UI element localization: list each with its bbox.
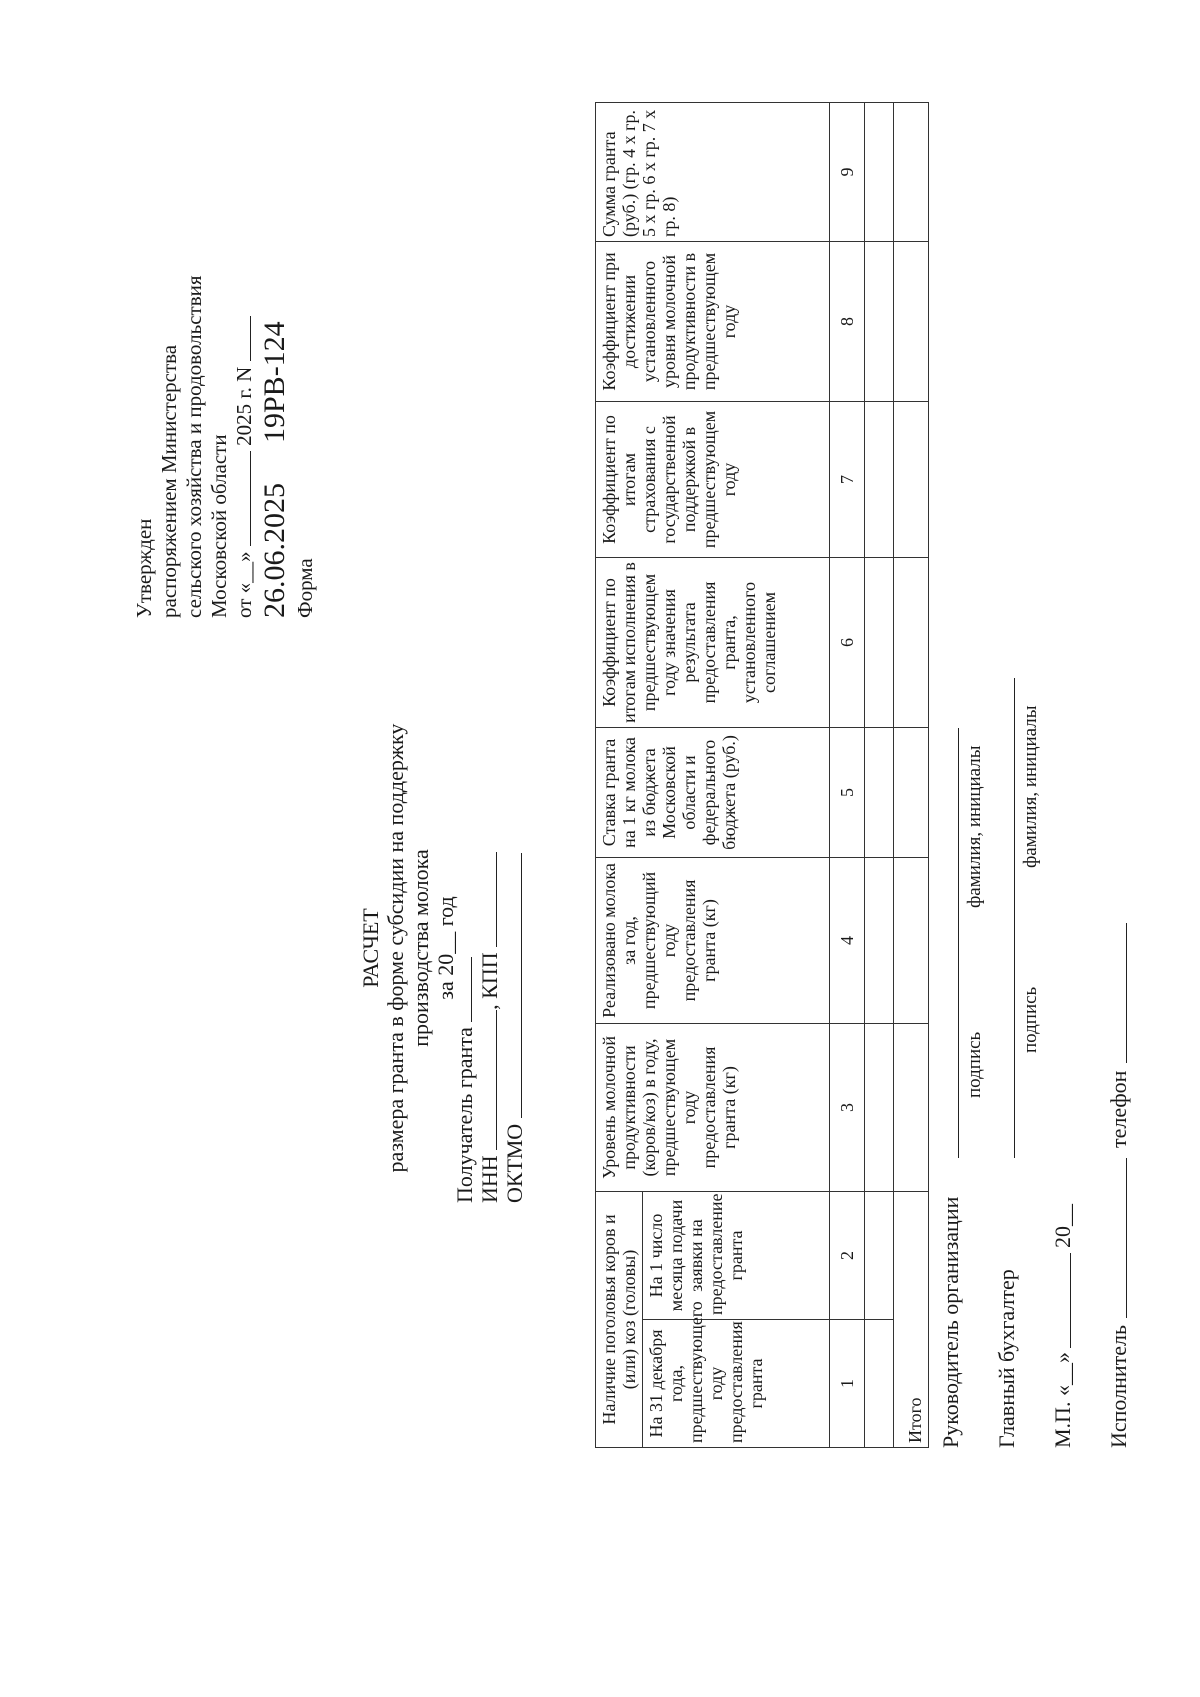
- head-label: Руководитель организации: [938, 1196, 963, 1448]
- column-number: 9: [830, 102, 865, 241]
- col2-header: На 1 число месяца подачи заявки на предоставление гранта: [643, 1191, 830, 1319]
- approval-block: [132, 98, 318, 618]
- column-number-row: [830, 102, 865, 1447]
- col9-header: Сумма гранта (руб.) (гр. 4 х гр. 5 х гр. 6 х гр. 7 х гр. 8): [596, 102, 830, 241]
- col4-header: Реализовано молока за год, предшествующий году предоставления гранта (кг): [596, 857, 830, 1023]
- phone-blank: [1108, 923, 1127, 1063]
- accountant-signature-blank: [996, 678, 1015, 1158]
- accountant-signature-line: [990, 448, 1042, 1448]
- table-cell[interactable]: [894, 857, 929, 1023]
- approval-handwritten-row: [257, 98, 293, 618]
- table-cell[interactable]: [865, 102, 894, 241]
- approval-line-3: сельского хозяйства и продовольствия: [182, 275, 206, 618]
- title-line-3: за 20__ год: [433, 896, 458, 1000]
- table-cell[interactable]: [894, 401, 929, 557]
- grantee-label: Получатель гранта: [452, 1027, 477, 1203]
- accountant-name-caption: фамилия, инициалы: [1020, 705, 1041, 868]
- inn-line: [477, 908, 502, 1608]
- approval-handwritten-number: 19РВ-124: [258, 321, 291, 443]
- stamp-year: 20__: [1050, 1204, 1075, 1248]
- head-signature-line: [938, 448, 990, 1448]
- stamp-date-blank: [1052, 1253, 1071, 1348]
- table-cell[interactable]: [894, 241, 929, 401]
- table-cell[interactable]: [894, 102, 929, 241]
- column-number: 2: [830, 1191, 865, 1319]
- approval-date-blank: [232, 451, 251, 546]
- executor-line: [1094, 448, 1146, 1448]
- approval-line-2: распоряжением Министерства: [157, 344, 181, 618]
- approval-date-line: [232, 98, 257, 618]
- document-title: [358, 568, 458, 1328]
- form-label: Форма: [293, 558, 317, 618]
- total-label: Итого: [894, 1191, 929, 1447]
- col5-header: Ставка гранта на 1 кг молока из бюджета Московской области и федерального бюджета (руб.): [596, 727, 830, 857]
- approval-handwritten-date: 26.06.2025: [258, 483, 291, 618]
- col7-header: Коэффициент по итогам страхования с государственной поддержкой в предшествующем году: [596, 401, 830, 557]
- column-number: 1: [830, 1320, 865, 1448]
- total-row: [894, 102, 929, 1447]
- table-cell[interactable]: [894, 727, 929, 857]
- column-number: 4: [830, 857, 865, 1023]
- col6-header: Коэффициент по итогам исполнения в предшествующем году значения результата предоставления гранта, установленного соглашением: [596, 557, 830, 727]
- executor-blank: [1108, 1158, 1127, 1318]
- head-signature-caption: подпись: [964, 1031, 985, 1098]
- oktmo-line: [502, 908, 527, 1608]
- column-number: 8: [830, 241, 865, 401]
- table-cell[interactable]: [865, 1320, 894, 1448]
- column-number: 7: [830, 401, 865, 557]
- approval-line-1: Утвержден: [132, 518, 156, 618]
- document-page: [100, 68, 1131, 1628]
- table-cell[interactable]: [894, 557, 929, 727]
- stamp-line: [1042, 448, 1094, 1448]
- column-number: 5: [830, 727, 865, 857]
- table-cell[interactable]: [865, 241, 894, 401]
- approval-line-4: Московской области: [207, 434, 231, 618]
- phone-label: телефон: [1106, 1070, 1131, 1148]
- table-cell[interactable]: [865, 857, 894, 1023]
- title-line-1: размера гранта в форме субсидии на поддержку: [383, 723, 408, 1173]
- approval-from-prefix: от «__»: [232, 551, 256, 618]
- grantee-line: [452, 908, 477, 1608]
- inn-label: ИНН: [477, 1155, 502, 1203]
- table-cell[interactable]: [865, 557, 894, 727]
- header-row-1: [596, 102, 643, 1447]
- approval-number-blank: [232, 316, 251, 361]
- table-cell[interactable]: [894, 1023, 929, 1191]
- herd-header: Наличие поголовья коров и (или) коз (головы): [596, 1191, 643, 1447]
- table-cell[interactable]: [865, 1191, 894, 1319]
- calculation-table: [595, 102, 929, 1448]
- title-heading: РАСЧЕТ: [358, 908, 383, 988]
- accountant-label: Главный бухгалтер: [994, 1269, 1019, 1448]
- approval-year-suffix: 2025 г. N: [232, 366, 256, 446]
- stamp-prefix: М.П. «__»: [1050, 1352, 1075, 1448]
- column-number: 6: [830, 557, 865, 727]
- oktmo-blank: [503, 853, 522, 1118]
- title-line-2: производства молока: [408, 849, 433, 1047]
- table-cell[interactable]: [865, 1023, 894, 1191]
- executor-label: Исполнитель: [1106, 1324, 1131, 1448]
- kpp-label: , КПП: [477, 952, 502, 1010]
- table-row: [865, 102, 894, 1447]
- oktmo-label: ОКТМО: [502, 1123, 527, 1203]
- signature-block: [938, 448, 1146, 1448]
- table-cell[interactable]: [865, 727, 894, 857]
- col8-header: Коэффициент при достижении установленного уровня молочной продуктивности в предшествующем году: [596, 241, 830, 401]
- inn-blank: [478, 1010, 497, 1150]
- col1-header: На 31 декабря года, предшествующего году предоставления гранта: [643, 1320, 830, 1448]
- recipient-block: [452, 908, 527, 1608]
- head-signature-blank: [940, 728, 959, 1158]
- grantee-blank: [453, 957, 472, 1022]
- column-number: 3: [830, 1023, 865, 1191]
- head-name-caption: фамилия, инициалы: [964, 745, 985, 908]
- accountant-signature-caption: подпись: [1020, 986, 1041, 1053]
- table-cell[interactable]: [865, 401, 894, 557]
- kpp-blank: [478, 852, 497, 947]
- col3-header: Уровень молочной продуктивности (коров/коз) в году, предшествующем году предоставления гранта (кг): [596, 1023, 830, 1191]
